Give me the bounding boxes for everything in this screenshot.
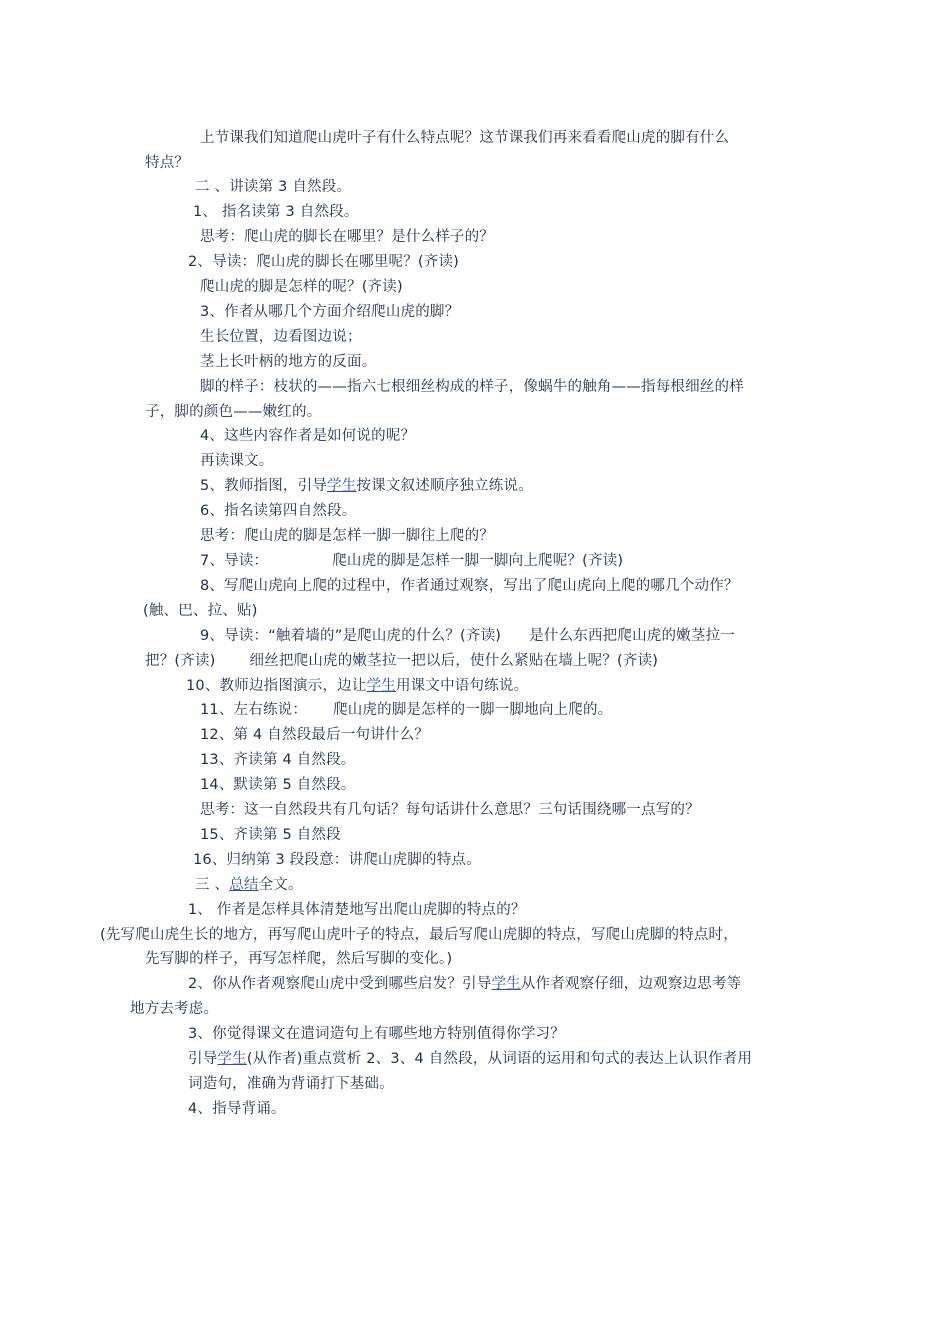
step-14: 14、默读第 5 自然段。 [200, 777, 356, 793]
think-2: 思考：爬山虎的脚是怎样一脚一脚往上爬的？ [200, 528, 494, 544]
step-10-text-a: 10、教师边指图演示，边让 [186, 678, 367, 694]
summary-a1-line2: 先写脚的样子，再写怎样爬，然后写脚的变化。) [145, 951, 453, 967]
summary-q3-guide-line2: 词造句，准确为背诵打下基础。 [188, 1076, 394, 1092]
step-11-text-a: 11、左右练说： [200, 702, 308, 718]
step-8-line2: (触、巴、拉、贴) [143, 603, 258, 619]
step-8-line1: 8、写爬山虎向上爬的过程中，作者通过观察，写出了爬山虎向上爬的哪几个动作？ [200, 578, 739, 594]
step-4-sub: 再读课文。 [200, 453, 274, 469]
step-5-text-a: 5、教师指图，引导 [200, 478, 328, 494]
step-13: 13、齐读第 4 自然段。 [200, 752, 356, 768]
step-9-text-d: 细丝把爬山虎的嫩茎拉一把以后，使什么紧贴在墙上呢？(齐读) [249, 653, 659, 669]
summary-q3: 3、你觉得课文在遣词造句上有哪些地方特别值得你学习？ [188, 1026, 565, 1042]
step-9-text-a: 9、导读：“触着墙的”是爬山虎的什么？(齐读) [200, 628, 502, 644]
step-16: 16、归纳第 3 段段意：讲爬山虎脚的特点。 [193, 852, 481, 868]
step-7 [200, 551, 623, 571]
summary-q1: 1、 作者是怎样具体清楚地写出爬山虎脚的特点的？ [188, 902, 526, 918]
student-link[interactable]: 学生 [327, 478, 357, 494]
summary-q3-text-a: 引导 [188, 1051, 218, 1067]
summary-q3-text-b: (从作者)重点赏析 2、3、4 自然段，从词语的运用和句式的表达上认识作者用 [246, 1051, 753, 1067]
summary-q4: 4、指导背诵。 [188, 1101, 286, 1117]
section-heading-3 [195, 875, 303, 895]
step-3-sub3-line2: 子，脚的颜色——嫩红的。 [145, 404, 322, 420]
student-link[interactable]: 学生 [491, 976, 521, 992]
para-intro-line1: 上节课我们知道爬山虎叶子有什么特点呢？这节课我们再来看看爬山虎的脚有什么 [200, 130, 730, 146]
step-3-sub1: 生长位置，边看图边说； [200, 329, 362, 345]
step-6: 6、指名读第四自然段。 [200, 503, 357, 519]
step-2-sub: 爬山虎的脚是怎样的呢？(齐读) [200, 279, 403, 295]
step-3: 3、作者从哪几个方面介绍爬山虎的脚？ [200, 304, 460, 320]
step-9-text-c: 把？(齐读) [145, 653, 216, 669]
student-link[interactable]: 学生 [366, 678, 396, 694]
student-link[interactable]: 学生 [217, 1051, 247, 1067]
section-3-text-a: 三 、 [195, 877, 230, 893]
summary-link[interactable]: 总结 [229, 877, 259, 893]
step-7-text-b: 爬山虎的脚是怎样一脚一脚向上爬呢？(齐读) [332, 553, 624, 569]
step-9-line1 [200, 626, 735, 646]
summary-q3-guide-line1 [188, 1049, 752, 1069]
step-9-text-b: 是什么东西把爬山虎的嫩茎拉一 [529, 628, 735, 644]
step-10 [186, 676, 528, 696]
step-5 [200, 476, 533, 496]
summary-a1-line1: (先写爬山虎生长的地方，再写爬山虎叶子的特点，最后写爬山虎脚的特点，写爬山虎脚的特点时， [100, 927, 738, 943]
summary-q2-text-b: 从作者观察仔细，边观察边思考等 [520, 976, 742, 992]
section-3-text-b: 全文。 [258, 877, 303, 893]
section-heading-2: 二 、讲读第 3 自然段。 [195, 179, 352, 195]
think-3: 思考：这一自然段共有几句话？每句话讲什么意思？三句话围绕哪一点写的？ [200, 802, 700, 818]
step-11-text-b: 爬山虎的脚是怎样的一脚一脚地向上爬的。 [333, 702, 613, 718]
step-9-line2 [145, 651, 658, 671]
step-4: 4、这些内容作者是如何说的呢？ [200, 428, 416, 444]
step-2: 2、导读：爬山虎的脚长在哪里呢？(齐读) [188, 254, 460, 270]
think-1: 思考：爬山虎的脚长在哪里？是什么样子的？ [200, 229, 494, 245]
step-12: 12、第 4 自然段最后一句讲什么？ [200, 727, 429, 743]
step-11 [200, 700, 612, 720]
step-15: 15、齐读第 5 自然段 [200, 827, 341, 843]
summary-q2-line1 [188, 974, 741, 994]
step-7-text-a: 7、导读： [200, 553, 269, 569]
step-3-sub3-line1: 脚的样子：枝状的——指六七根细丝构成的样子，像蜗牛的触角——指每根细丝的样 [200, 379, 744, 395]
step-10-text-b: 用课文中语句练说。 [395, 678, 529, 694]
summary-q2-text-a: 2、你从作者观察爬山虎中受到哪些启发？引导 [188, 976, 492, 992]
summary-q2-line2: 地方去考虑。 [130, 1001, 219, 1017]
step-5-text-b: 按课文叙述顺序独立练说。 [356, 478, 533, 494]
para-intro-line2: 特点？ [145, 155, 190, 171]
step-3-sub2: 茎上长叶柄的地方的反面。 [200, 354, 377, 370]
step-1: 1、 指名读第 3 自然段。 [193, 204, 359, 220]
